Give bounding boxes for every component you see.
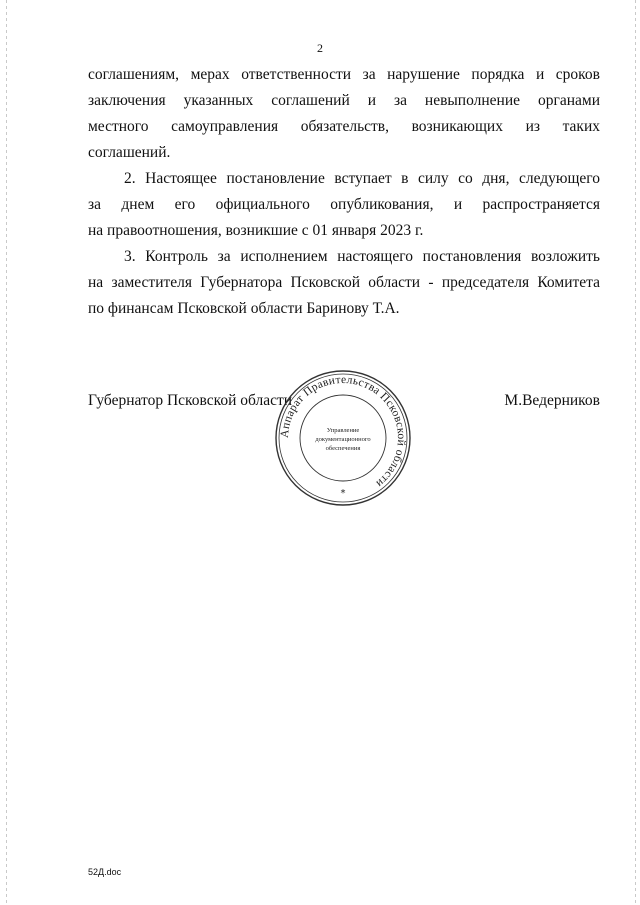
paragraph-2-line-3: на правоотношения, возникшие с 01 января 2023 г. — [88, 222, 424, 239]
paragraph-1 — [88, 62, 600, 166]
paragraph-3-line-2: на заместителя Губернатора Псковской области - председателя Комитета — [88, 274, 600, 291]
stamp-star: * — [340, 488, 346, 499]
paragraph-1-line-1: соглашениям, мерах ответственности за нарушение порядка и сроков — [88, 66, 600, 83]
official-stamp — [273, 368, 413, 508]
scan-edge-right — [635, 0, 636, 905]
paragraph-1-line-2: заключения указанных соглашений и за невыполнение органами — [88, 92, 600, 109]
stamp-inner-line-2: документационного — [315, 436, 371, 443]
stamp-inner-line-1: Управление — [326, 427, 360, 434]
paragraph-3-line-3: по финансам Псковской области Баринову Т.А. — [88, 300, 400, 317]
page-number: 2 — [317, 41, 323, 55]
scan-edge-left — [6, 0, 7, 905]
paragraph-3-line-1: 3. Контроль за исполнением настоящего постановления возложить — [124, 248, 600, 265]
paragraph-2-line-2: за днем его официального опубликования, и распространяется — [88, 196, 600, 213]
signature-position: Губернатор Псковской области — [88, 392, 293, 409]
paragraph-2 — [88, 166, 600, 244]
document-body — [88, 62, 600, 322]
stamp-outer-text: Аппарат Правительства Псковской области — [278, 373, 408, 490]
paragraph-2-line-1: 2. Настоящее постановление вступает в силу со дня, следующего — [124, 170, 600, 187]
stamp-inner-line-3: обеспечения — [325, 445, 361, 452]
paragraph-1-line-4: соглашений. — [88, 144, 171, 161]
footer-filename: 52Д.doc — [88, 867, 122, 877]
paragraph-3 — [88, 244, 600, 322]
signature-name: М.Ведерников — [504, 392, 600, 409]
paragraph-1-line-3: местного самоуправления обязательств, возникающих из таких — [88, 118, 600, 135]
